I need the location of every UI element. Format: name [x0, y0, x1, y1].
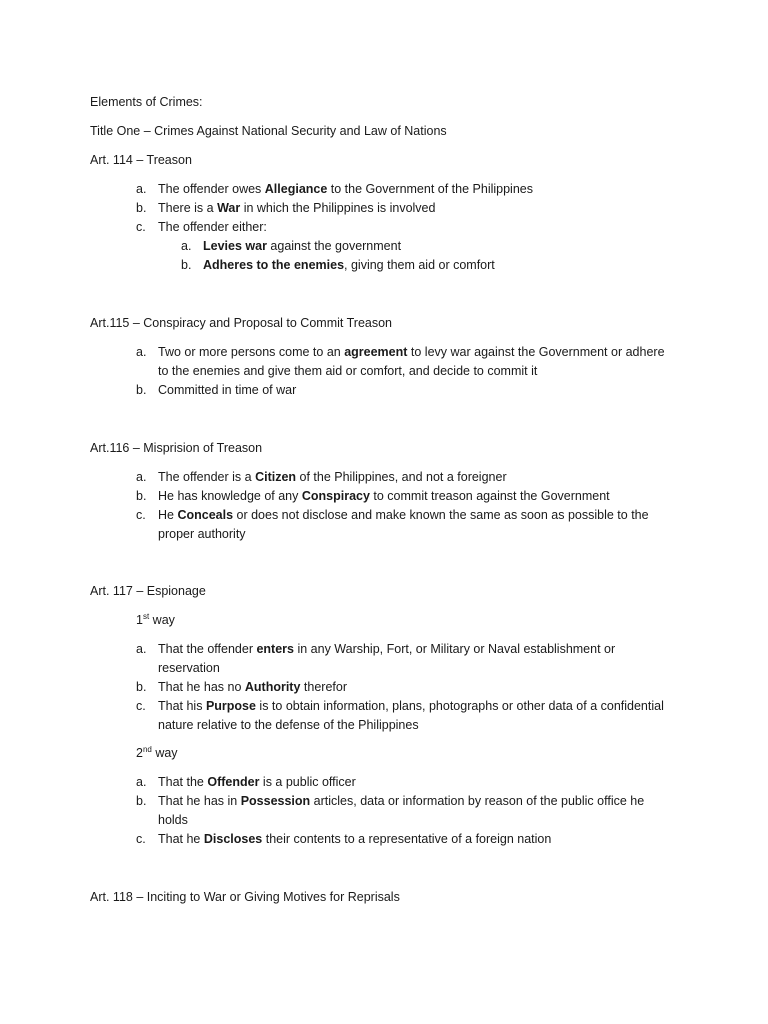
list-label: b.: [136, 794, 147, 808]
list-text-continued: nature relative to the defense of the Philippines: [158, 718, 419, 732]
art116-heading: Art.116 – Misprision of Treason: [90, 441, 263, 455]
list-text: Adheres to the enemies, giving them aid or comfort: [203, 258, 495, 272]
list-text: He Conceals or does not disclose and make known the same as soon as possible to the: [158, 508, 649, 522]
list-text: Two or more persons come to an agreement to levy war against the Government or adhere: [158, 345, 665, 359]
art117-heading: Art. 117 – Espionage: [90, 584, 206, 598]
list-label: a.: [181, 239, 192, 253]
list-label: a.: [136, 182, 147, 196]
list-text-continued: to the enemies and give them aid or comfort, and decide to commit it: [158, 364, 538, 378]
list-label: b.: [136, 680, 147, 694]
list-text: That he has no Authority therefor: [158, 680, 347, 694]
list-text: That the offender enters in any Warship, Fort, or Military or Naval establishment or: [158, 642, 616, 656]
list-label: c.: [136, 699, 146, 713]
list-label: b.: [136, 383, 147, 397]
list-label: a.: [136, 470, 147, 484]
art118-heading: Art. 118 – Inciting to War or Giving Motives for Reprisals: [90, 890, 400, 904]
art114-heading: Art. 114 – Treason: [90, 153, 192, 167]
list-text: He has knowledge of any Conspiracy to commit treason against the Government: [158, 489, 610, 503]
list-label: a.: [136, 642, 147, 656]
list-text: There is a War in which the Philippines is involved: [158, 201, 436, 215]
list-label: a.: [136, 345, 147, 359]
list-text-continued: proper authority: [158, 527, 246, 541]
list-text: Levies war against the government: [203, 239, 402, 253]
list-text-continued: holds: [158, 813, 188, 827]
list-label: b.: [181, 258, 192, 272]
doc-heading: Elements of Crimes:: [90, 95, 203, 109]
list-label: c.: [136, 832, 146, 846]
list-label: b.: [136, 489, 147, 503]
list-label: c.: [136, 220, 146, 234]
list-text: That he Discloses their contents to a representative of a foreign nation: [158, 832, 552, 846]
list-text-continued: reservation: [158, 661, 220, 675]
title-one: Title One – Crimes Against National Security and Law of Nations: [90, 124, 447, 138]
list-text: That the Offender is a public officer: [158, 775, 356, 789]
list-label: c.: [136, 508, 146, 522]
list-text: That he has in Possession articles, data or information by reason of the public office he: [158, 794, 645, 808]
list-text: The offender owes Allegiance to the Government of the Philippines: [158, 182, 533, 196]
list-text: That his Purpose is to obtain information, plans, photographs or other data of a confidential: [158, 699, 664, 713]
list-text: The offender either:: [158, 220, 267, 234]
list-label: b.: [136, 201, 147, 215]
art117-way-1: 1st way: [136, 611, 175, 627]
art115-heading: Art.115 – Conspiracy and Proposal to Commit Treason: [90, 316, 392, 330]
list-text: The offender is a Citizen of the Philippines, and not a foreigner: [158, 470, 507, 484]
list-text: Committed in time of war: [158, 383, 297, 397]
list-label: a.: [136, 775, 147, 789]
art117-way-2: 2nd way: [136, 744, 178, 760]
